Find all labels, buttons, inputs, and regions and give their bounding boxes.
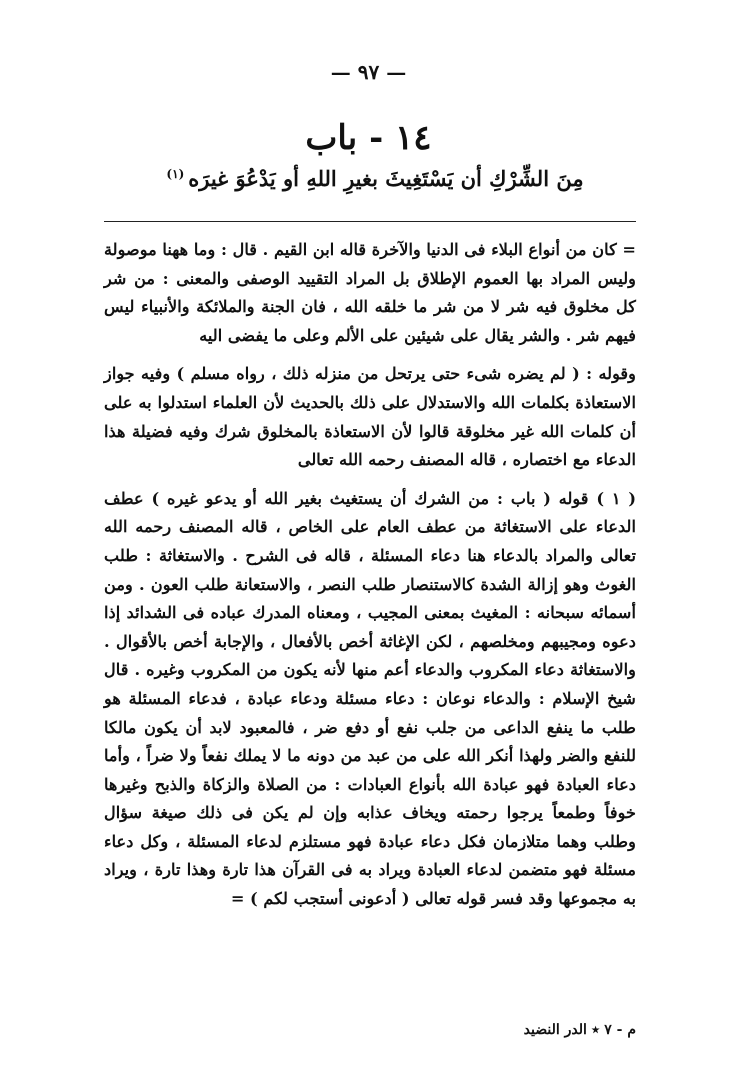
chapter-subtitle-text: مِنَ الشِّرْكِ أن يَسْتَغِيثَ بغيرِ اللهِ أو يَدْعُوَ غيرَه [188, 166, 584, 191]
title-divider [104, 221, 636, 222]
chapter-subtitle [100, 166, 650, 191]
paragraph-footnote: ( ١ ) قوله ( باب : من الشرك أن يستغيث بغير الله أو يدعو غيره ) عطف الدعاء على الاستغاثة من عطف العام على الخاص ، قاله المصنف رحمه الله تعالى والمراد بالدعاء هنا دعاء المسئلة ، قاله فى الشرح . والاستغاثة : طلب الغوث وهو إزالة الشدة كالاستنصار طلب النصر ، والاستعانة طلب العون . ومن أسمائه سبحانه : المغيث بمعنى المجيب ، ومعناه المدرك عباده فى الشدائد إذا دعوه ومجيبهم ومخلصهم ، لكن الإغاثة أخص بالأفعال ، والإجابة أخص بالأقوال . والاستغاثة دعاء المكروب والدعاء أعم منها لأنه يكون من المكروب وغيره . قال شيخ الإسلام : والدعاء نوعان : دعاء مسئلة ودعاء عبادة ، فدعاء المسئلة هو طلب ما ينفع الداعى من جلب نفع أو دفع ضر ، فالمعبود لابد أن يكون مالكا للنفع والضر ولهذا أنكر الله على من عبد من دونه ما لا يملك نفعاً ولا ضراً ، وأما دعاء العبادة فهو عبادة الله بأنواع العبادات : من الصلاة والزكاة والذبح وغيرها خوفاً وطمعاً يرجوا رحمته ويخاف عذابه وإن لم يكن فى ذلك صيغة سؤال وطلب وهما متلازمان فكل دعاء عبادة فهو مستلزم لدعاء المسئلة ، وكل دعاء مسئلة فهو متضمن لدعاء العبادة ويراد به فى القرآن هذا تارة وهذا تارة ، ويراد به مجموعها وقد فسر قوله تعالى ( أدعونى أستجب لكم ) = [104, 488, 636, 909]
paragraph-hadith-commentary: وقوله : ( لم يضره شىء حتى يرتحل من منزله ذلك ، رواه مسلم ) وفيه جواز الاستعاذة بكلمات الله والاستدلال على ذلك بالحديث لأن العلماء استدلوا به على أن كلمات الله غير مخلوقة قالوا لأن الاستعاذة بالمخلوق شرك وفيه فضيلة هذا الدعاء مع اختصاره ، قاله المصنف رحمه الله تعالى [104, 364, 636, 470]
page-number: — ٩٧ — [330, 60, 407, 84]
body-text [104, 236, 636, 914]
footer-signature: م - ٧ ٭ الدر النضيد [523, 1022, 636, 1038]
paragraph-continuation: = كان من أنواع البلاء فى الدنيا والآخرة قاله ابن القيم . قال : وما ههنا موصولة وليس المراد بها العموم الإطلاق بل المراد التقييد الوصفى والمعنى : من شر كل مخلوق فيه شر لا من شر ما خلقه الله ، فان الجنة والملائكة والأنبياء ليس فيهم شر . والشر يقال على شيئين على الألم وعلى ما يفضى اليه [104, 240, 636, 345]
footnote-mark: (١) [166, 167, 185, 181]
chapter-title: ١٤ - باب [305, 118, 432, 158]
